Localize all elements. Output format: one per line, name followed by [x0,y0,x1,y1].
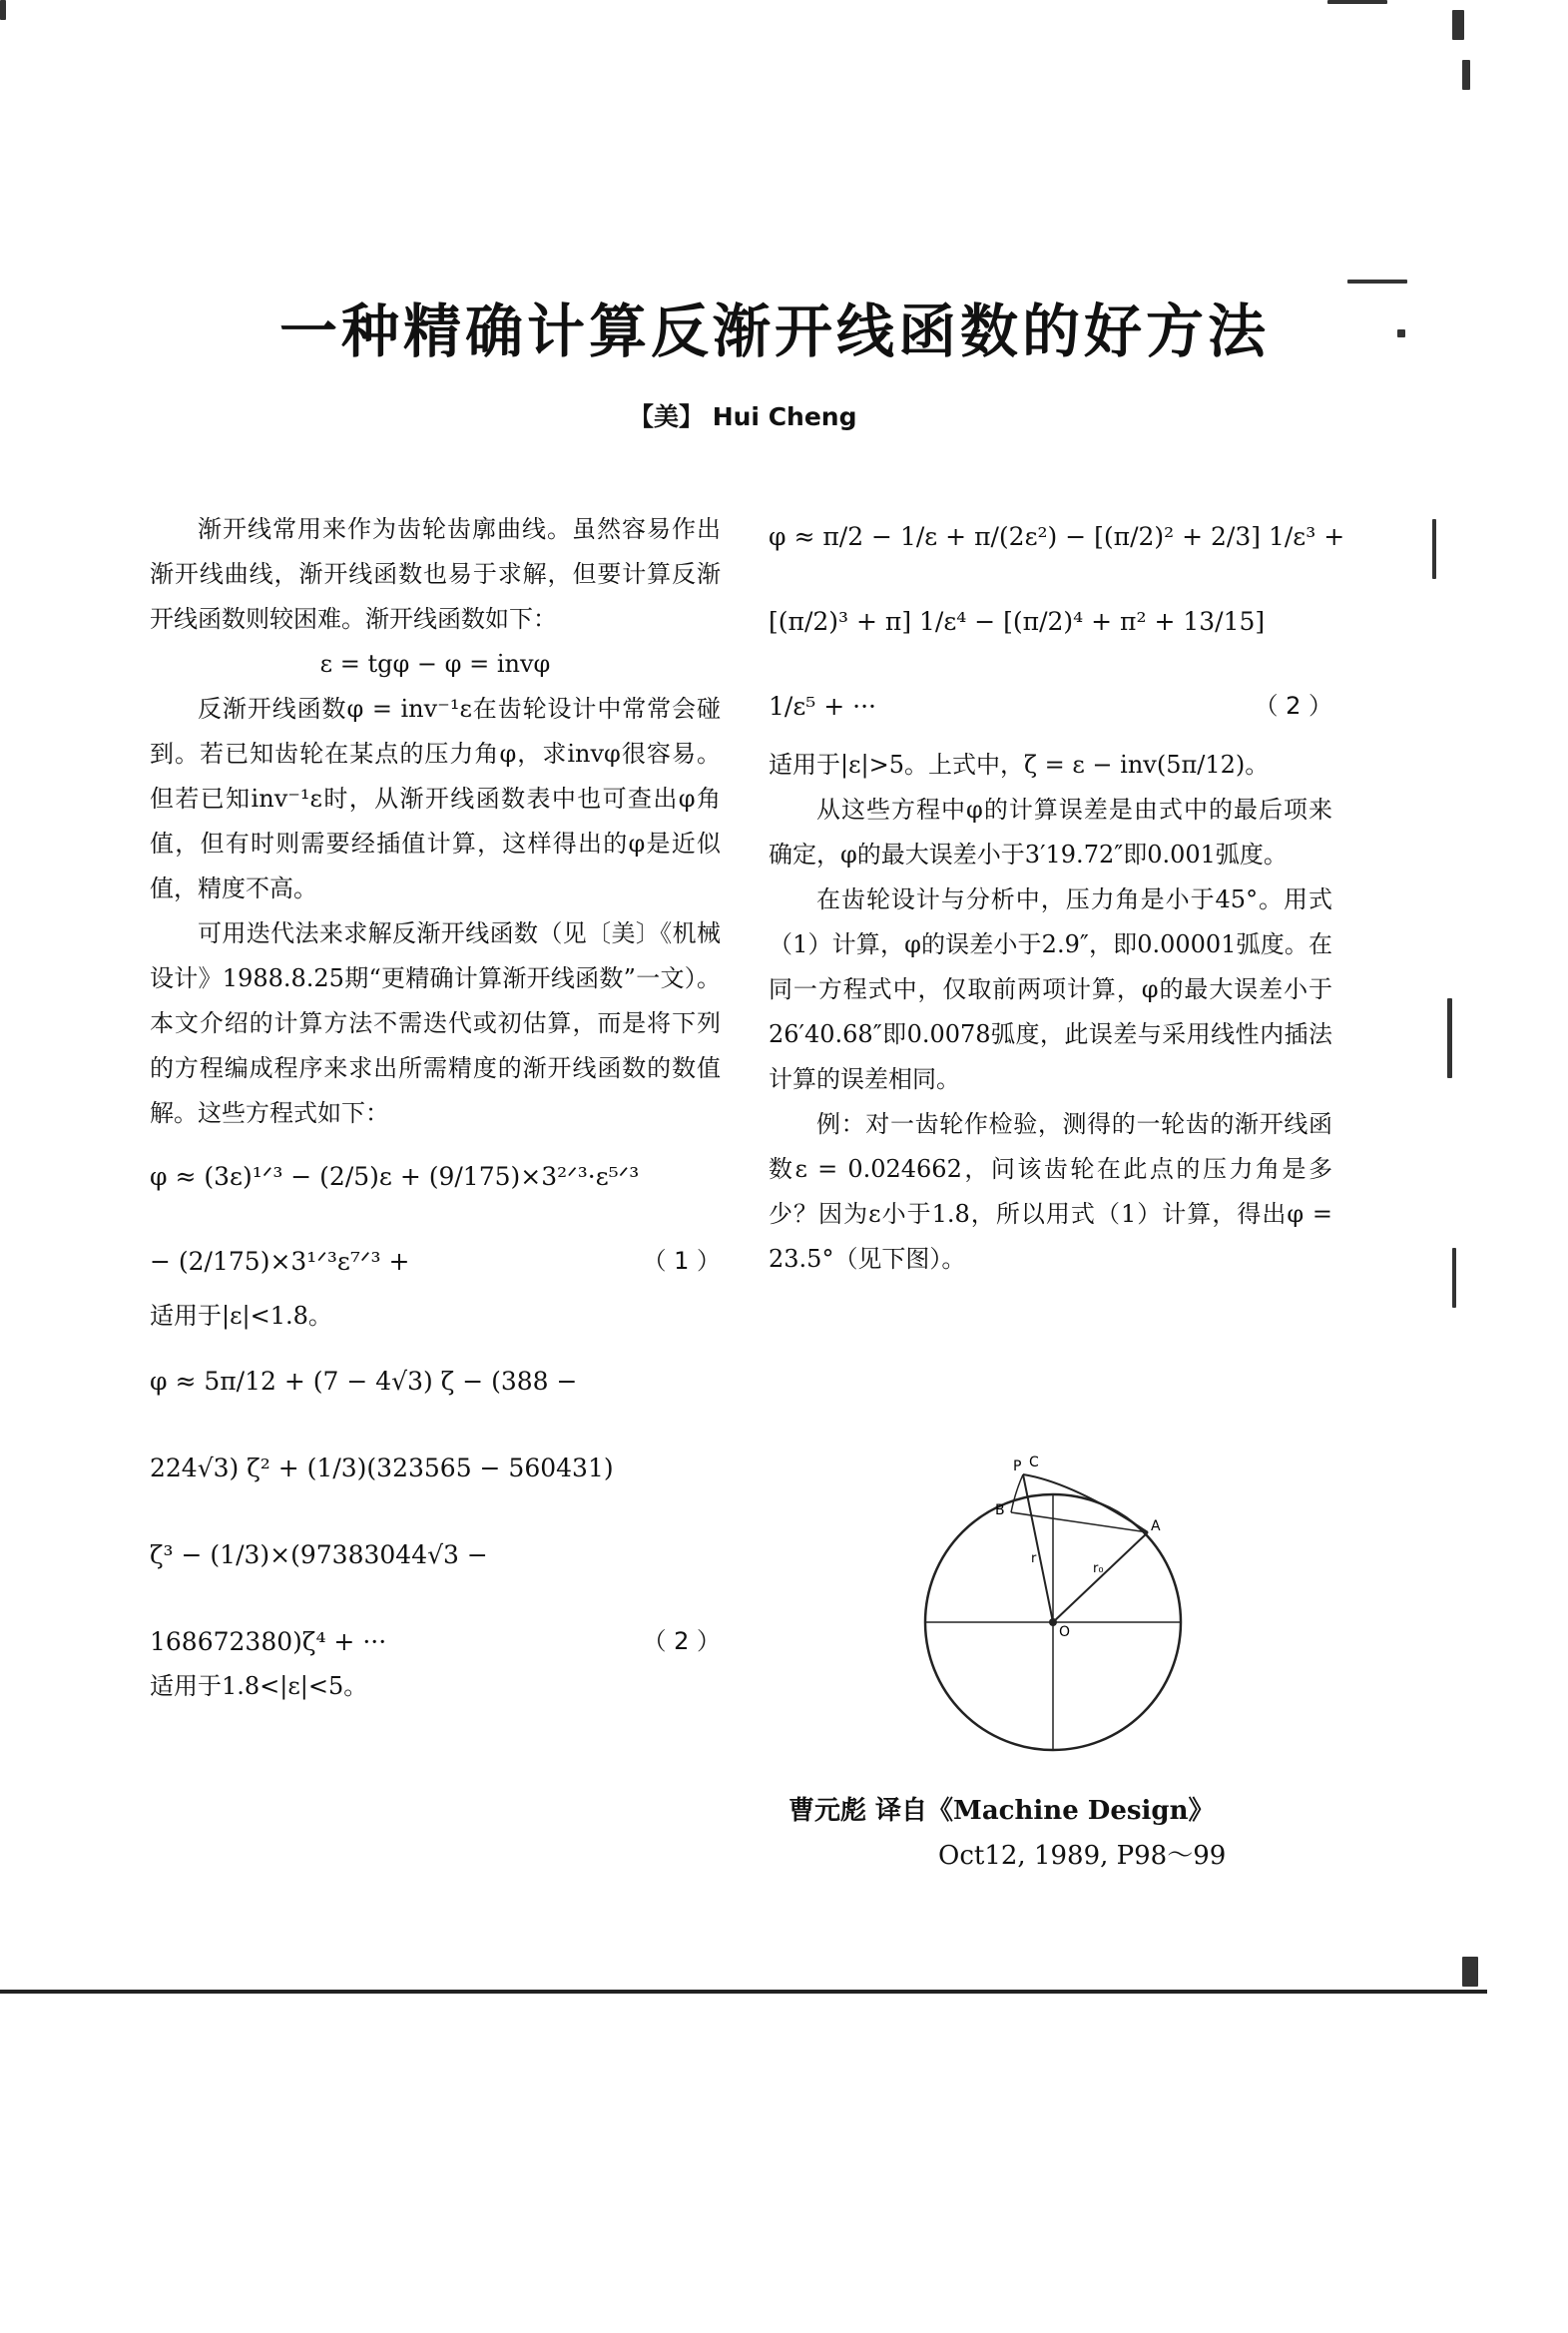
scan-speck [1347,280,1407,284]
equation-2-line-3: ζ³ − (1/3)×(97383044√3 − [150,1540,488,1569]
source-credit: Oct12, 1989, P98～99 [938,1841,1227,1871]
equation-1-line-2: − (2/175)×3¹ᐟ³ε⁷ᐟ³ + [150,1247,410,1276]
equation-2-line-4: 168672380)ζ⁴ + ··· [150,1627,387,1656]
equation-3-row [769,684,1332,729]
equation-1-condition: 适用于|ε|<1.8。 [150,1302,332,1330]
equation-2-line-2: 224√3) ζ² + (1/3)(323565 − 560431) [150,1454,614,1482]
base-radius-line [1053,1532,1148,1622]
label-r: r [1031,1551,1037,1566]
author-line: 【美】 Hui Cheng [629,402,857,431]
equation-involute: ε = tgφ − φ = invφ [319,650,551,678]
left-column [150,507,721,1709]
scan-speck [0,0,6,20]
label-a: A [1151,1518,1161,1534]
label-p: P [1013,1458,1022,1474]
paragraph-error: 从这些方程中φ的计算误差是由式中的最后项来确定，φ的最大误差小于3′19.72″即0.001弧度。 [769,796,1332,869]
radius-line [1023,1474,1053,1622]
paragraph-inverse: 反渐开线函数φ = inv⁻¹ε在齿轮设计中常常会碰到。若已知齿轮在某点的压力角φ，求invφ很容易。但若已知inv⁻¹ε时，从渐开线函数表中也可查出φ角值，但有时则需要经插值计算，这样得出的φ是近似值，精度不高。 [150,695,721,902]
scan-speck [1462,60,1470,90]
article-title: 一种精确计算反渐开线函数的好方法 [279,297,1271,365]
equation-2-number: （ 2 ） [642,1627,721,1655]
equation-1-line-1: φ ≈ (3ε)¹ᐟ³ − (2/5)ε + (9/175)×3²ᐟ³·ε⁵ᐟ³ [150,1162,640,1191]
scan-speck [1447,998,1452,1078]
translator-credit: 曹元彪 译自《Machine Design》 [788,1796,1215,1826]
label-c: C [1029,1455,1039,1470]
scan-speck [1432,519,1436,579]
tangent-line [1011,1512,1148,1532]
gear-figure [903,1453,1203,1752]
label-rb: r₀ [1093,1561,1104,1576]
equation-3-line-3: 1/ε⁵ + ··· [769,692,876,721]
paragraph-example: 例：对一齿轮作检验，测得的一轮齿的渐开线函数ε = 0.024662，问该齿轮在此点的压力角是多少？因为ε小于1.8，所以用式（1）计算，得出φ = 23.5°（见下图）。 [769,1110,1332,1273]
scan-speck [1452,1248,1456,1308]
equation-3-line-2: [(π/2)³ + π] 1/ε⁴ − [(π/2)⁴ + π² + 13/15] [769,607,1266,636]
equation-2-condition: 适用于1.8<|ε|<5。 [150,1672,368,1700]
label-o: O [1059,1624,1071,1640]
scan-speck [1327,0,1387,4]
right-column [769,514,1345,1282]
center-point [1049,1618,1057,1626]
paragraph-design: 在齿轮设计与分析中，压力角是小于45°。用式（1）计算，φ的误差小于2.9″，即0.00001弧度。在同一方程式中，仅取前两项计算，φ的最大误差小于26′40.68″即0.0078弧度，此误差与采用线性内插法计算的误差相同。 [769,885,1332,1093]
scan-speck [1452,10,1464,40]
gear-diagram [903,1453,1203,1752]
equation-2-row [150,1619,721,1664]
equation-2-line-1: φ ≈ 5π/12 + (7 − 4√3) ζ − (388 − [150,1367,578,1396]
equation-3-condition: 适用于|ε|>5。上式中，ζ = ε − inv(5π/12)。 [769,751,1270,779]
label-b: B [995,1502,1005,1518]
equation-3-line-1: φ ≈ π/2 − 1/ε + π/(2ε²) − [(π/2)² + 2/3] 1/ε³ + [769,522,1345,551]
equation-3-number: （ 2 ） [1254,692,1332,720]
scan-speck [1397,329,1405,337]
equation-1-number: （ 1 ） [642,1247,721,1275]
scan-speck [1462,1957,1478,1987]
paragraph-method: 可用迭代法来求解反渐开线函数（见〔美〕《机械设计》1988.8.25期“更精确计算渐开线函数”一文）。本文介绍的计算方法不需迭代或初估算，而是将下列的方程编成程序来求出所需精度的渐开线函数的数值解。这些方程式如下： [150,919,721,1127]
involute-segment [1011,1474,1023,1512]
scan-bottom-rule [0,1990,1487,1994]
paragraph-intro: 渐开线常用来作为齿轮齿廓曲线。虽然容易作出渐开线曲线，渐开线函数也易于求解，但要计算反渐开线函数则较困难。渐开线函数如下： [150,515,721,633]
equation-1-row [150,1239,721,1284]
